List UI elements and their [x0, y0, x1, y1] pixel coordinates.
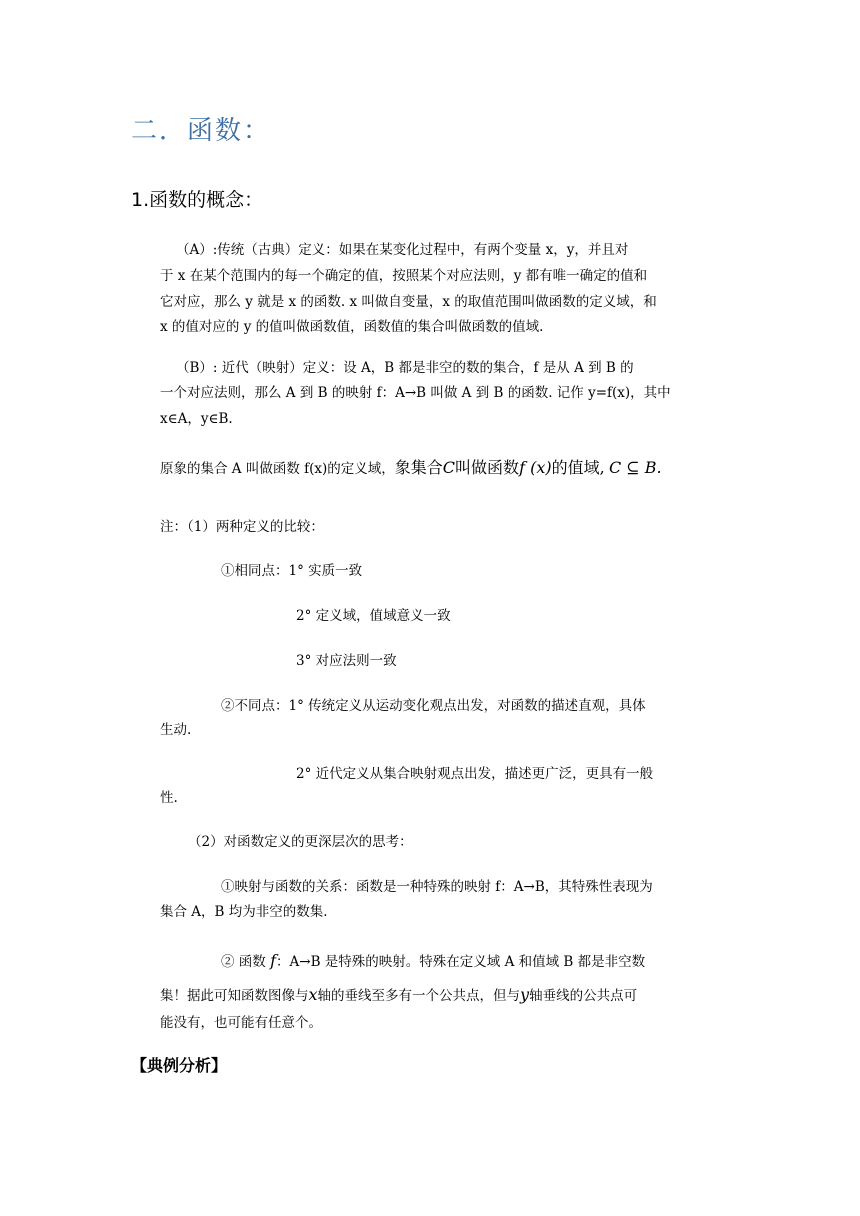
def-b-line-1: （B）: 近代（映射）定义：设 A，B 都是非空的数的集合，f 是从 A 到 B 的	[176, 360, 634, 376]
mapping-2b-post: 轴垂线的公共点可	[529, 988, 638, 1004]
mapping-2-mid: ：A→B 是特殊的映射。特殊在定义域 A 和值域 B 都是非空数	[276, 954, 646, 970]
note-title: 注：（1）两种定义的比较：	[160, 519, 324, 535]
mapping-point-2a	[221, 950, 645, 970]
preimage-text-4: 的值域,	[551, 458, 605, 477]
mapping-point-1a: ①映射与函数的关系：函数是一种特殊的映射 f：A→B，其特殊性表现为	[221, 879, 653, 895]
mapping-2b-mid: 轴的垂线至多有一个公共点，但与	[317, 988, 521, 1004]
deeper-thought-title: （2）对函数定义的更深层次的思考：	[188, 834, 413, 850]
diff-point-2b: 性.	[160, 790, 178, 806]
diff-point-2a: 2° 近代定义从集合映射观点出发，描述更广泛，更具有一般	[296, 766, 654, 782]
example-heading: 【典例分析】	[131, 1056, 228, 1075]
same-point-3: 3° 对应法则一致	[296, 653, 397, 669]
def-a-line-4: x 的值对应的 y 的值叫做函数值，函数值的集合叫做函数的值域.	[160, 319, 544, 335]
section-title: 二．函数：	[131, 116, 272, 146]
diff-point-1b: 生动.	[160, 722, 192, 738]
mapping-point-2b	[160, 984, 637, 1004]
function-f: f	[270, 951, 277, 970]
subsection-title: 1.函数的概念：	[131, 189, 264, 211]
def-b-line-2: 一个对应法则，那么 A 到 B 的映射 f：A→B 叫做 A 到 B 的函数. 记作 y=f(x)，其中	[160, 385, 671, 401]
mapping-2b-pre: 集！据此可知函数图像与	[160, 988, 309, 1004]
def-b-line-3: x∈A，y∈B.	[160, 411, 233, 427]
diff-point-1a: ②不同点：1° 传统定义从运动变化观点出发，对函数的描述直观，具体	[221, 698, 646, 714]
function-fx: f (x)	[519, 458, 552, 477]
def-a-line-2: 于 x 在某个范围内的每一个确定的值，按照某个对应法则，y 都有唯一确定的值和	[160, 268, 648, 284]
same-point-2: 2° 定义域，值域意义一致	[296, 608, 451, 624]
subset-expression: C ⊆ B.	[608, 458, 662, 477]
preimage-text-3: 叫做函数	[455, 458, 520, 477]
mapping-point-2c: 能没有，也可能有任意个。	[160, 1015, 322, 1031]
preimage-line	[160, 455, 662, 478]
def-a-line-1: （A）:传统（古典）定义：如果在某变化过程中，有两个变量 x，y，并且对	[176, 242, 629, 258]
var-x: x	[308, 985, 318, 1004]
preimage-text-2: 象集合	[394, 458, 443, 477]
preimage-text-1: 原象的集合 A 叫做函数 f(x)的定义域，	[160, 461, 395, 477]
same-point-1: ①相同点：1° 实质一致	[221, 563, 363, 579]
mapping-2-prefix: ② 函数	[221, 954, 266, 970]
var-c: C	[442, 458, 456, 477]
var-y: y	[520, 985, 530, 1004]
def-a-line-3: 它对应，那么 y 就是 x 的函数. x 叫做自变量，x 的取值范围叫做函数的定义域，和	[160, 294, 657, 310]
mapping-point-1b: 集合 A，B 均为非空的数集.	[160, 904, 328, 920]
